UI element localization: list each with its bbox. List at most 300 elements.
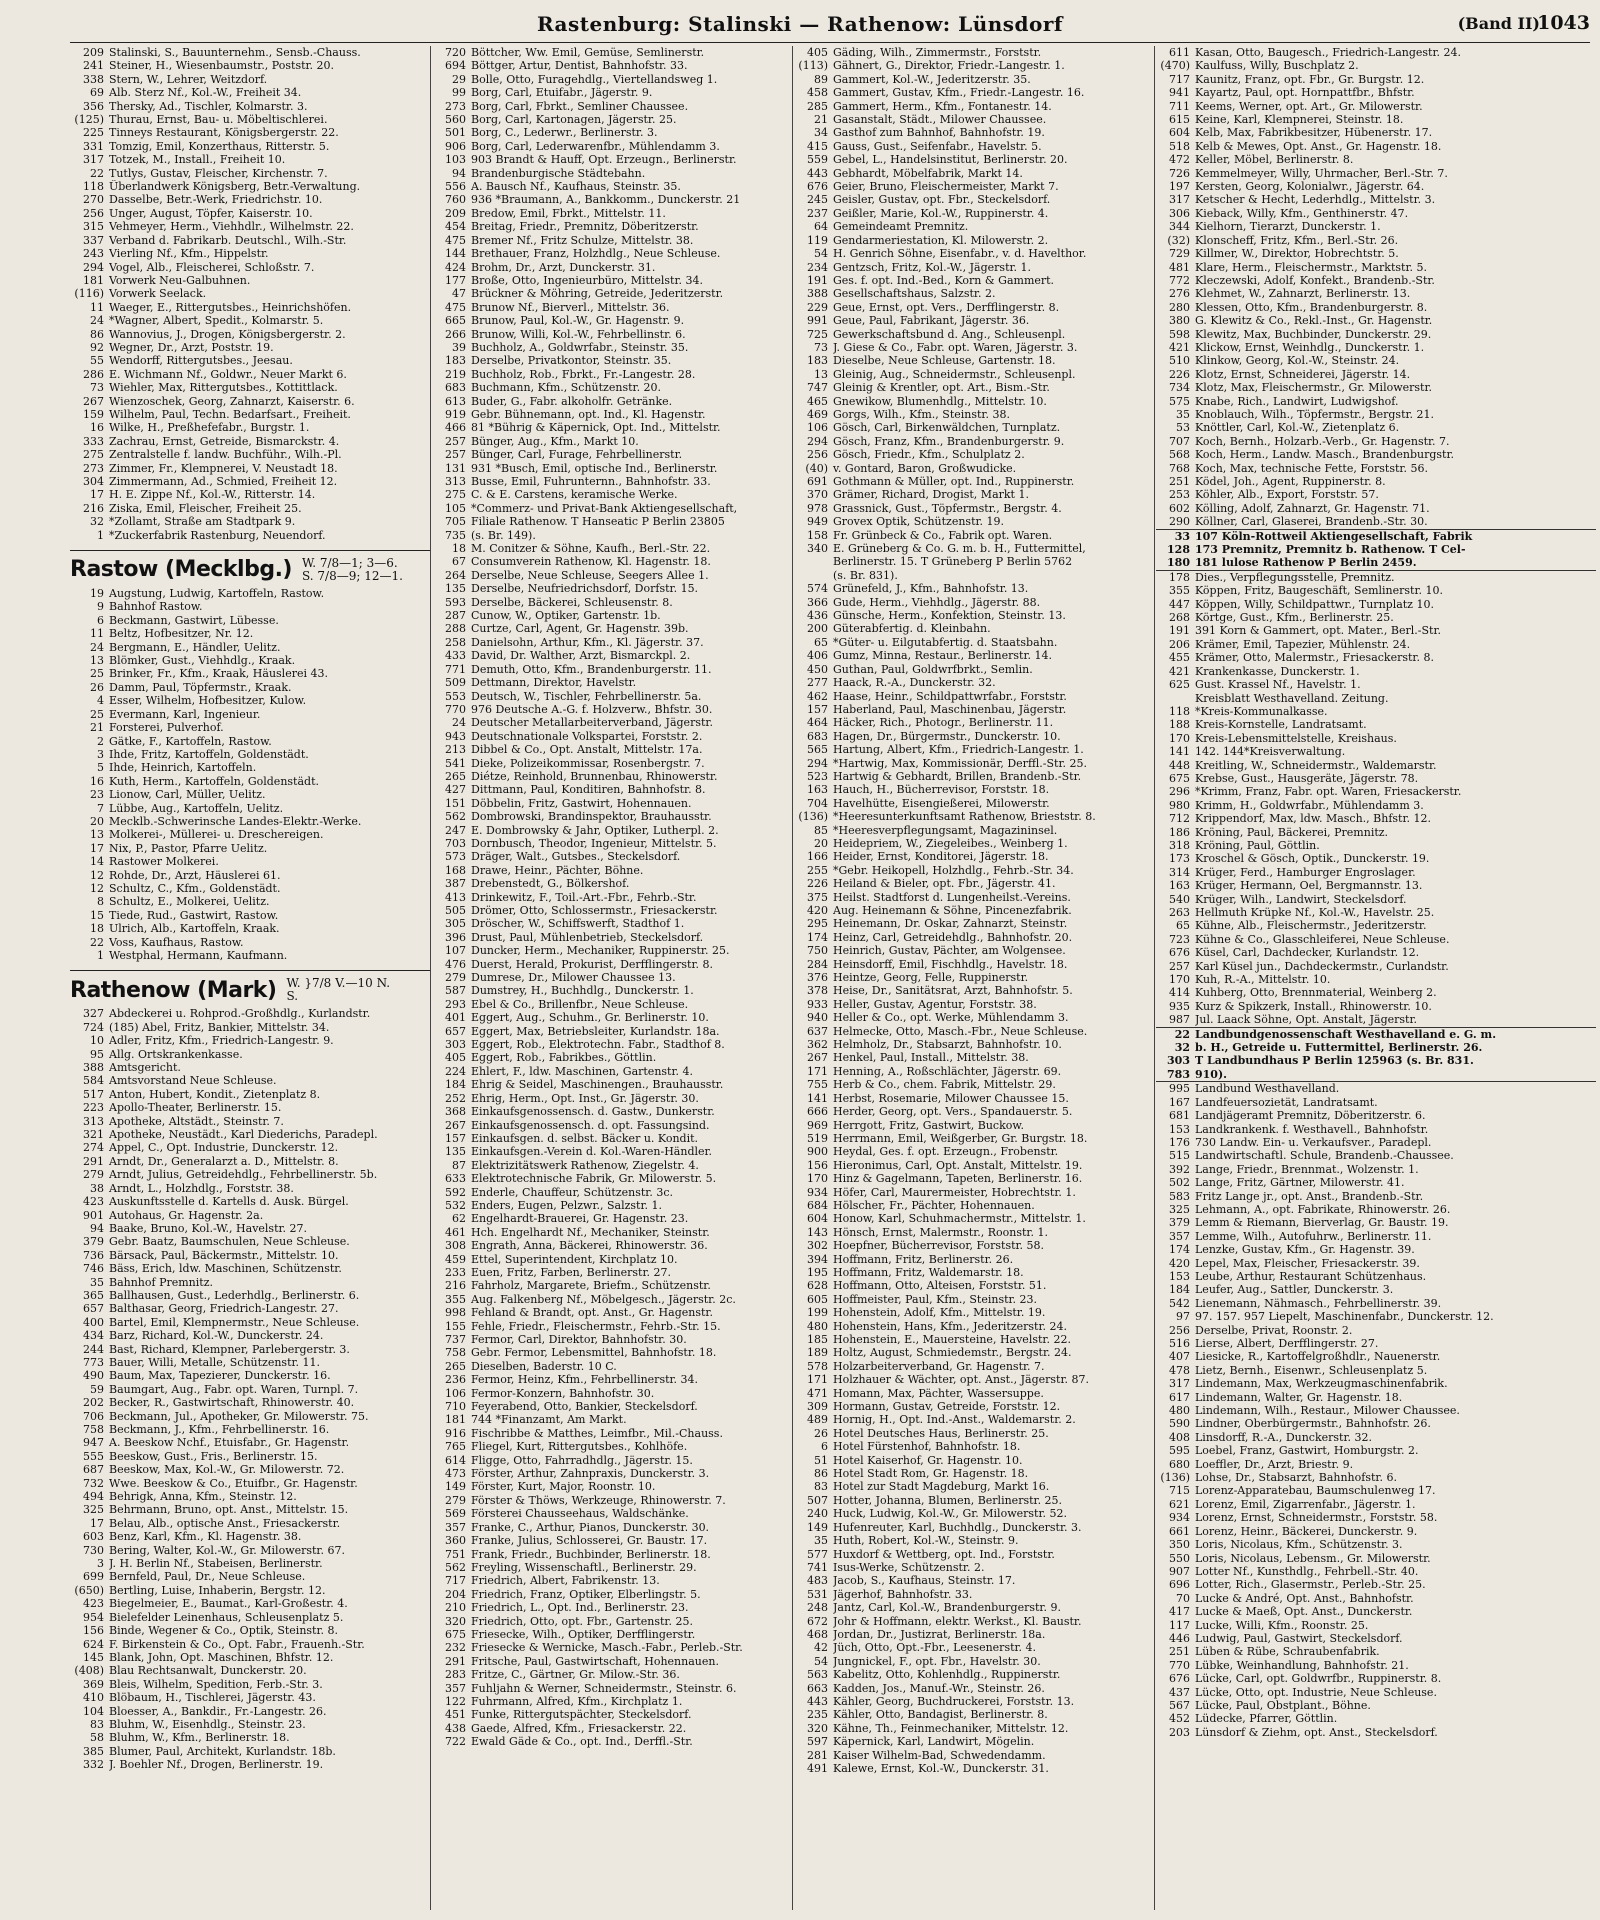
directory-entry: [1156, 665, 1596, 678]
phone-number: [794, 569, 833, 582]
subscriber-text: Keems, Werner, opt. Art., Gr. Milowerstr.: [1195, 99, 1423, 113]
directory-entry: [70, 234, 430, 247]
directory-entry: [794, 1574, 1154, 1587]
phone-number: 637: [807, 1024, 828, 1038]
directory-entry: [432, 287, 792, 300]
directory-entry: [1156, 1243, 1596, 1256]
subscriber-text: Kroschel & Gösch, Optik., Dunckerstr. 19.: [1195, 852, 1430, 866]
directory-entry: [1156, 1686, 1596, 1699]
subscriber-text: Kröning, Paul, Göttlin.: [1195, 838, 1320, 852]
phone-number: 4: [97, 694, 104, 708]
phone-number: 143: [807, 1225, 828, 1239]
subscriber-text: Elektrizitätswerk Rathenow, Ziegelstr. 4.: [471, 1158, 699, 1172]
directory-entry: [432, 1695, 792, 1708]
phone-number: 602: [1169, 501, 1190, 515]
directory-entry: [70, 1731, 430, 1744]
directory-entry: [432, 261, 792, 274]
subscriber-text: Körtge, Gust., Kfm., Berlinerstr. 25.: [1195, 611, 1394, 625]
subscriber-text: 391 Korn & Gammert, opt. Mater., Berl.-Str.: [1195, 624, 1442, 638]
subscriber-text: Jungnickel, F., opt. Fbr., Havelstr. 30.: [833, 1654, 1041, 1668]
phone-number: 502: [1169, 1176, 1190, 1190]
subscriber-text: Gebhardt, Möbelfabrik, Markt 14.: [833, 166, 1023, 180]
subscriber-text: Stern, W., Lehrer, Weitzdorf.: [109, 72, 268, 86]
directory-entry: [432, 1306, 792, 1319]
column-divider: [792, 46, 793, 1910]
directory-entry: [794, 1521, 1154, 1534]
directory-entry: [432, 341, 792, 354]
subscriber-text: Stalinski, S., Bauunternehm., Sensb.-Chauss.: [109, 46, 361, 59]
subscriber-text: Lucke, Willi, Kfm., Roonstr. 25.: [1195, 1618, 1369, 1632]
subscriber-text: Kähler, Georg, Buchdruckerei, Forststr. 13.: [833, 1694, 1075, 1708]
subscriber-text: Beckmann, Gastwirt, Lübesse.: [109, 613, 279, 627]
directory-entry: [1156, 435, 1596, 448]
directory-entry: [794, 1239, 1154, 1252]
directory-entry: [432, 1655, 792, 1668]
subscriber-text: Apollo-Theater, Berlinerstr. 15.: [109, 1101, 282, 1115]
subscriber-text: Guthan, Paul, Goldwrfbrkt., Semlin.: [833, 662, 1033, 676]
subscriber-text: Deutscher Metallarbeiterverband, Jägerstr.: [471, 716, 713, 730]
subscriber-text: Herbst, Rosemarie, Milower Chaussee 15.: [833, 1091, 1069, 1105]
directory-entry: [432, 59, 792, 72]
subscriber-text: Gnewikow, Blumenhdlg., Mittelstr. 10.: [833, 394, 1047, 408]
phone-number: 332: [83, 1758, 104, 1772]
subscriber-text: Landbund Westhavelland.: [1195, 1082, 1340, 1096]
phone-number: 191: [1169, 624, 1190, 638]
phone-number: 12: [90, 868, 104, 882]
phone-number: 489: [807, 1413, 828, 1427]
directory-entry: [70, 1745, 430, 1758]
phone-number: 104: [83, 1704, 104, 1718]
subscriber-text: b. H., Getreide u. Futtermittel, Berlinerstr. 26.: [1195, 1041, 1483, 1055]
subscriber-text: Blau Rechtsanwalt, Dunckerstr. 20.: [109, 1664, 307, 1678]
phone-number: 243: [83, 247, 104, 261]
phone-number: 119: [807, 233, 828, 247]
subscriber-text: (s. Br. 149).: [471, 528, 536, 542]
phone-number: 55: [90, 354, 104, 368]
phone-number: 65: [814, 635, 828, 649]
subscriber-text: Hoffmann, Fritz, Waldemarstr. 18.: [833, 1265, 1024, 1279]
directory-entry: [794, 1119, 1154, 1132]
subscriber-text: Beckmann, J., Kfm., Fehrbellinerstr. 16.: [109, 1423, 330, 1436]
phone-number: 683: [807, 729, 828, 743]
directory-entry: [70, 167, 430, 180]
directory-entry: [1156, 1578, 1596, 1591]
subscriber-text: Allg. Ortskrankenkasse.: [109, 1047, 243, 1061]
directory-entry: [432, 435, 792, 448]
phone-number: 170: [1169, 973, 1190, 987]
subscriber-text: Höfer, Carl, Maurermeister, Hobrechtstr. 1.: [833, 1185, 1076, 1199]
directory-entry: [432, 1548, 792, 1561]
phone-number: 279: [83, 1168, 104, 1182]
directory-entry: [1156, 1458, 1596, 1471]
subscriber-text: Aug. Falkenberg Nf., Möbelgesch., Jägerstr. 2c.: [471, 1292, 736, 1306]
page-title: Rastenburg: Stalinski — Rathenow: Lünsdorf: [536, 12, 1064, 36]
subscriber-text: Kuth, Herm., Kartoffeln, Goldenstädt.: [109, 774, 319, 788]
directory-entry: [794, 891, 1154, 904]
phone-number: 724: [83, 1020, 104, 1034]
directory-entry: [432, 663, 792, 676]
directory-entry: [70, 1638, 430, 1651]
phone-number: 185: [807, 1333, 828, 1346]
column-divider: [430, 46, 431, 1910]
directory-entry: [70, 1678, 430, 1691]
phone-number: 760: [445, 193, 466, 207]
directory-entry: [70, 1705, 430, 1718]
subscriber-text: Lücke, Carl, opt. Goldwrfbr., Ruppinerstr. 8.: [1195, 1672, 1442, 1686]
subscriber-text: Waeger, E., Rittergutsbes., Heinrichshöfen.: [109, 300, 352, 314]
subscriber-text: Ehrig, Herm., Opt. Inst., Gr. Jägerstr. 30.: [471, 1091, 699, 1105]
subscriber-text: Hauch, H., Bücherrevisor, Forststr. 18.: [833, 783, 1050, 797]
subscriber-text: Thurau, Ernst, Bau- u. Möbeltischlerei.: [109, 113, 328, 127]
subscriber-text: Küsel, Carl, Dachdecker, Kurlandstr. 12.: [1195, 946, 1420, 960]
directory-entry: [70, 1021, 430, 1034]
subscriber-text: Kurz & Spikzerk, Install., Rhinowerstr. 10.: [1195, 999, 1432, 1013]
phone-number: 481: [1169, 260, 1190, 274]
directory-entry: [1156, 852, 1596, 865]
phone-number: 184: [1169, 1283, 1190, 1297]
subscriber-text: Fritsche, Paul, Gastwirtschaft, Hohennauen.: [471, 1654, 719, 1668]
subscriber-text: Fritze, C., Gärtner, Gr. Milow.-Str. 36.: [471, 1668, 680, 1682]
phone-number: 711: [1169, 99, 1190, 113]
phone-number: [794, 555, 833, 568]
phone-number: 59: [90, 1382, 104, 1396]
directory-entry: [1156, 866, 1596, 879]
phone-number: 675: [445, 1627, 466, 1641]
phone-number: 676: [807, 180, 828, 194]
phone-number: 657: [83, 1302, 104, 1316]
phone-number: 264: [445, 568, 466, 582]
phone-number: 92: [90, 340, 104, 354]
directory-entry: [794, 931, 1154, 944]
subscriber-text: H. Genrich Söhne, Eisenfabr., v. d. Havelthor.: [833, 247, 1087, 261]
subscriber-text: F. Birkenstein & Co., Opt. Fabr., Frauenh.-Str.: [109, 1637, 365, 1651]
directory-entry: [794, 100, 1154, 113]
directory-entry: [70, 1209, 430, 1222]
phone-number: 191: [807, 273, 828, 287]
subscriber-text: Krankenkasse, Dunckerstr. 1.: [1195, 664, 1360, 678]
office-hours-sunday: S.: [286, 989, 299, 1004]
directory-entry: [1156, 1176, 1596, 1189]
phone-number: 443: [807, 166, 828, 180]
directory-entry: [432, 1561, 792, 1574]
subscriber-text: Knabe, Rich., Landwirt, Ludwigshof.: [1195, 394, 1399, 408]
phone-number: 408: [1169, 1430, 1190, 1444]
subscriber-text: Dumstrey, H., Buchhdlg., Dunckerstr. 1.: [471, 984, 694, 998]
subscriber-text: Ketscher & Hecht, Lederhdlg., Mittelstr. 3.: [1195, 193, 1436, 207]
directory-entry: [70, 842, 430, 855]
directory-entry: [794, 1749, 1154, 1762]
subscriber-text: Vehmeyer, Herm., Viehhdlr., Wilhelmstr. 22.: [109, 220, 354, 234]
subscriber-text: Brückner & Möhring, Getreide, Jederitzerstr.: [471, 287, 724, 301]
phone-number: 516: [1169, 1337, 1190, 1350]
subscriber-text: Verband d. Fabrikarb. Deutschl., Wilh.-Str.: [109, 233, 347, 247]
directory-entry: [794, 86, 1154, 99]
phone-number: (32): [1167, 233, 1190, 247]
phone-number: 166: [807, 850, 828, 864]
phone-number: 691: [807, 475, 828, 488]
subscriber-text: Blumer, Paul, Architekt, Kurlandstr. 18b.: [109, 1744, 336, 1758]
subscriber-text: Freyling, Wissenschaftl., Berlinerstr. 29.: [471, 1560, 697, 1574]
directory-entry: [70, 515, 430, 528]
phone-number: 32: [90, 515, 104, 529]
phone-number: 519: [807, 1131, 828, 1145]
directory-entry: [432, 917, 792, 930]
phone-number: 283: [445, 1668, 466, 1682]
directory-entry: [1156, 274, 1596, 287]
subscriber-text: Hieronimus, Carl, Opt. Anstalt, Mittelstr. 19.: [833, 1158, 1083, 1172]
directory-entry: [432, 73, 792, 86]
subscriber-text: Kreis-Lebensmittelstelle, Kreishaus.: [1195, 731, 1397, 745]
directory-entry: [1156, 839, 1596, 852]
subscriber-text: Bernfeld, Paul, Dr., Neue Schleuse.: [109, 1570, 306, 1584]
directory-entry: [70, 287, 430, 300]
phone-number: 313: [445, 475, 466, 488]
phone-number: 302: [807, 1239, 828, 1253]
directory-entry: [70, 73, 430, 86]
phone-number: 604: [807, 1212, 828, 1226]
directory-entry: [1156, 1511, 1596, 1524]
subscriber-text: *Krimm, Franz, Fabr. opt. Waren, Friesackerstr.: [1195, 785, 1462, 799]
phone-number: 746: [83, 1262, 104, 1276]
directory-entry: [70, 667, 430, 680]
directory-entry: [70, 1276, 430, 1289]
subscriber-text: Schultz, C., Kfm., Goldenstädt.: [109, 881, 281, 895]
subscriber-text: Heydal, Ges. f. opt. Erzeugn., Frobenstr.: [833, 1145, 1059, 1159]
phone-number: 170: [1169, 731, 1190, 745]
directory-entry: [70, 59, 430, 72]
directory-entry: [432, 1065, 792, 1078]
directory-entry: [794, 408, 1154, 421]
subscriber-text: Lorenz-Apparatebau, Baumschulenweg 17.: [1195, 1484, 1436, 1498]
subscriber-text: Rastower Molkerei.: [109, 855, 219, 869]
subscriber-text: Keine, Karl, Klempnerei, Steinstr. 18.: [1195, 113, 1404, 127]
phone-number: 223: [83, 1101, 104, 1115]
subscriber-text: Krüger, Wilh., Landwirt, Steckelsdorf.: [1195, 892, 1407, 906]
directory-entry: [70, 1423, 430, 1436]
directory-entry: [432, 904, 792, 917]
subscriber-text: Tomzig, Emil, Konzerthaus, Ritterstr. 5.: [109, 139, 330, 153]
directory-entry: [70, 761, 430, 774]
phone-number: 378: [807, 984, 828, 998]
phone-number: 34: [814, 126, 828, 140]
directory-entry: [1156, 1605, 1596, 1618]
subscriber-text: Ges. f. opt. Ind.-Bed., Korn & Gammert.: [833, 273, 1055, 287]
phone-number: 7: [97, 801, 104, 815]
phone-number: 696: [1169, 1578, 1190, 1592]
phone-number: 478: [1169, 1363, 1190, 1377]
phone-number: 62: [452, 1212, 466, 1226]
phone-number: 318: [1169, 838, 1190, 852]
directory-entry: [70, 1115, 430, 1128]
directory-entry: [432, 1534, 792, 1547]
phone-number: 105: [445, 501, 466, 515]
subscriber-text: Herrmann, Emil, Weißgerber, Gr. Burgstr. 18.: [833, 1131, 1088, 1145]
directory-entry: [432, 1440, 792, 1453]
subscriber-text: Klare, Herm., Fleischermstr., Marktstr. 5.: [1195, 260, 1427, 274]
phone-number: 141: [807, 1091, 828, 1105]
phone-number: 270: [83, 193, 104, 207]
directory-entry: [794, 1199, 1154, 1212]
phone-number: 26: [814, 1426, 828, 1440]
subscriber-text: Köhler, Alb., Export, Forststr. 57.: [1195, 488, 1379, 502]
directory-entry: [794, 126, 1154, 139]
subscriber-text: Dornbusch, Theodor, Ingenieur, Mittelstr. 5.: [471, 836, 717, 850]
subscriber-text: Arndt, Dr., Generalarzt a. D., Mittelstr. 8.: [109, 1154, 339, 1168]
subscriber-text: Holtz, August, Schmiedemstr., Bergstr. 24.: [833, 1346, 1072, 1360]
phone-number: (136): [1160, 1471, 1190, 1485]
subscriber-text: J. Giese & Co., Fabr. opt. Waren, Jägerstr. 3.: [833, 340, 1078, 354]
subscriber-text: Buchholz, A., Goldwrfabr., Steinstr. 35.: [471, 340, 689, 354]
phone-number: 751: [445, 1547, 466, 1561]
phone-number: 507: [807, 1493, 828, 1507]
directory-entry: [432, 1427, 792, 1440]
phone-number: 452: [1169, 1712, 1190, 1726]
directory-entry: [432, 1373, 792, 1386]
phone-number: 255: [807, 863, 828, 877]
directory-entry: [432, 421, 792, 434]
subscriber-text: Fermor-Konzern, Bahnhofstr. 30.: [471, 1386, 655, 1400]
directory-entry: [1156, 1364, 1596, 1377]
directory-entry: [70, 1141, 430, 1154]
phone-number: 266: [445, 327, 466, 341]
directory-entry: [1156, 1216, 1596, 1229]
phone-number: 225: [83, 126, 104, 140]
directory-entry: [70, 1597, 430, 1610]
subscriber-text: Autohaus, Gr. Hagenstr. 2a.: [109, 1208, 264, 1222]
directory-entry: [1156, 1417, 1596, 1430]
subscriber-text: Zimmermann, Ad., Schmied, Freiheit 12.: [109, 475, 338, 488]
subscriber-text: Kühne & Co., Glasschleiferei, Neue Schleuse.: [1195, 932, 1450, 946]
directory-entry: [432, 743, 792, 756]
directory-entry: [70, 1168, 430, 1181]
subscriber-text: Zachrau, Ernst, Getreide, Bismarckstr. 4.: [109, 434, 340, 448]
subscriber-text: Dröscher, W., Schiffswerft, Stadthof 1.: [471, 917, 685, 931]
phone-number: 434: [83, 1329, 104, 1343]
directory-entry: [70, 1302, 430, 1315]
phone-number: 202: [83, 1396, 104, 1410]
subscriber-text: Liesicke, R., Kartoffelgroßhdlr., Nauenerstr.: [1195, 1350, 1441, 1364]
directory-entry: [432, 984, 792, 997]
phone-number: 471: [807, 1386, 828, 1400]
subscriber-text: Lemme, Wilh., Autofuhrw., Berlinerstr. 11.: [1195, 1229, 1432, 1243]
phone-number: 309: [807, 1400, 828, 1414]
directory-entry: [70, 1343, 430, 1356]
subscriber-text: Dittmann, Paul, Konditiren, Bahnhofstr. 8.: [471, 783, 706, 797]
phone-number: 598: [1169, 327, 1190, 341]
subscriber-text: Belau, Alb., optische Anst., Friesackerstr.: [109, 1516, 341, 1530]
subscriber-text: Killmer, W., Direktor, Hobrechtstr. 5.: [1195, 247, 1399, 261]
directory-entry: [432, 1521, 792, 1534]
rathenow-entries: [1156, 571, 1596, 1027]
subscriber-text: Lionow, Carl, Müller, Uelitz.: [109, 788, 266, 802]
subscriber-text: Adler, Fritz, Kfm., Friedrich-Langestr. 9.: [109, 1034, 334, 1048]
subscriber-text: 81 *Bührig & Käpernick, Opt. Ind., Mittelstr.: [471, 421, 721, 435]
directory-entry: [432, 609, 792, 622]
subscriber-text: Leufer, Aug., Sattler, Dunckerstr. 3.: [1195, 1283, 1394, 1297]
phone-number: 279: [445, 1493, 466, 1507]
subscriber-text: Bloesser, A., Bankdir., Fr.-Langestr. 26.: [109, 1704, 327, 1718]
directory-entry: [432, 944, 792, 957]
directory-entry: [432, 1078, 792, 1091]
phone-number: 998: [445, 1306, 466, 1320]
subscriber-text: Arndt, L., Holzhdlg., Forststr. 38.: [109, 1181, 294, 1195]
phone-number: 73: [814, 340, 828, 354]
subscriber-text: Heinz, Carl, Getreidehdlg., Bahnhofstr. 20.: [833, 930, 1073, 944]
directory-entry: [1156, 287, 1596, 300]
directory-entry: [1156, 1109, 1596, 1122]
subscriber-text: Wilke, H., Preßhefefabr., Burgstr. 1.: [109, 421, 310, 435]
phone-number: 448: [1169, 758, 1190, 772]
phone-number: 35: [90, 1275, 104, 1289]
subscriber-text: Fermor, Heinz, Kfm., Fehrbellinerstr. 34.: [471, 1373, 699, 1387]
phone-number: 438: [445, 1721, 466, 1735]
subscriber-text: Honow, Karl, Schuhmachermstr., Mittelstr. 1.: [833, 1212, 1086, 1226]
directory-entry: [70, 354, 430, 367]
directory-entry: [70, 949, 430, 962]
subscriber-text: Klickow, Ernst, Weinhdlg., Dunckerstr. 1.: [1195, 340, 1425, 354]
directory-entry: [1156, 261, 1596, 274]
subscriber-text: Bärsack, Paul, Bäckermstr., Mittelstr. 10.: [109, 1248, 339, 1262]
subscriber-text: Derselbe, Privatkontor, Steinstr. 35.: [471, 354, 672, 368]
subscriber-text: Westphal, Hermann, Kaufmann.: [109, 949, 288, 962]
phone-number: 517: [83, 1087, 104, 1101]
phone-number: 472: [1169, 153, 1190, 167]
subscriber-text: Apotheke, Altstädt., Steinstr. 7.: [109, 1114, 284, 1128]
directory-entry: [794, 1601, 1154, 1614]
phone-number: 375: [807, 890, 828, 904]
subscriber-text: 107 Köln-Rottweil Aktiengesellschaft, Fabrik: [1195, 529, 1473, 543]
subscriber-text: Bleis, Wilhelm, Spedition, Ferb.-Str. 3.: [109, 1677, 323, 1691]
column-3: [794, 46, 1154, 1910]
subscriber-text: Drust, Paul, Mühlenbetrieb, Steckelsdorf.: [471, 930, 704, 944]
directory-entry: [70, 1061, 430, 1074]
subscriber-text: Filiale Rathenow. T Hanseatic P Berlin 23805: [471, 515, 725, 529]
phone-number: 73: [90, 381, 104, 395]
subscriber-text: Einkaufsgenossensch. d. opt. Fassungsind.: [471, 1118, 710, 1132]
phone-number: 464: [807, 716, 828, 730]
subscriber-text: 976 Deutsche A.-G. f. Holzverw., Bhfstr. 30.: [471, 702, 713, 716]
directory-entry: [1156, 1350, 1596, 1363]
phone-number: 563: [807, 1668, 828, 1682]
directory-entry: [70, 140, 430, 153]
phone-number: 22: [90, 166, 104, 180]
phone-number: 156: [83, 1624, 104, 1638]
directory-entry: [432, 1092, 792, 1105]
directory-entry: [794, 555, 1154, 568]
directory-entry: [794, 1011, 1154, 1024]
directory-entry: [432, 998, 792, 1011]
subscriber-text: Grünefeld, J., Kfm., Bahnhofstr. 13.: [833, 582, 1029, 596]
directory-entry: [432, 354, 792, 367]
directory-entry: [794, 1293, 1154, 1306]
subscriber-text: Lübbe, Aug., Kartoffeln, Uelitz.: [109, 801, 284, 815]
subscriber-text: Damm, Paul, Töpfermstr., Kraak.: [109, 680, 292, 694]
subscriber-text: Feyerabend, Otto, Bankier, Steckelsdorf.: [471, 1400, 698, 1414]
phone-number: 707: [1169, 434, 1190, 448]
directory-entry: [1156, 1391, 1596, 1404]
directory-entry: [1156, 1230, 1596, 1243]
directory-entry: [1156, 1672, 1596, 1685]
phone-number: 253: [1169, 488, 1190, 502]
subscriber-text: Jul. Laack Söhne, Opt. Anstalt, Jägerstr.: [1195, 1013, 1418, 1027]
phone-number: 3: [97, 1557, 104, 1571]
directory-entry: [1156, 1096, 1596, 1109]
subscriber-text: Brethauer, Franz, Holzhdlg., Neue Schleuse.: [471, 247, 721, 261]
directory-entry: [794, 877, 1154, 890]
subscriber-text: Herder, Georg, opt. Vers., Spandauerstr. 5.: [833, 1105, 1073, 1119]
directory-entry: [794, 1762, 1154, 1775]
subscriber-text: Gust. Krassel Nf., Havelstr. 1.: [1195, 678, 1361, 692]
